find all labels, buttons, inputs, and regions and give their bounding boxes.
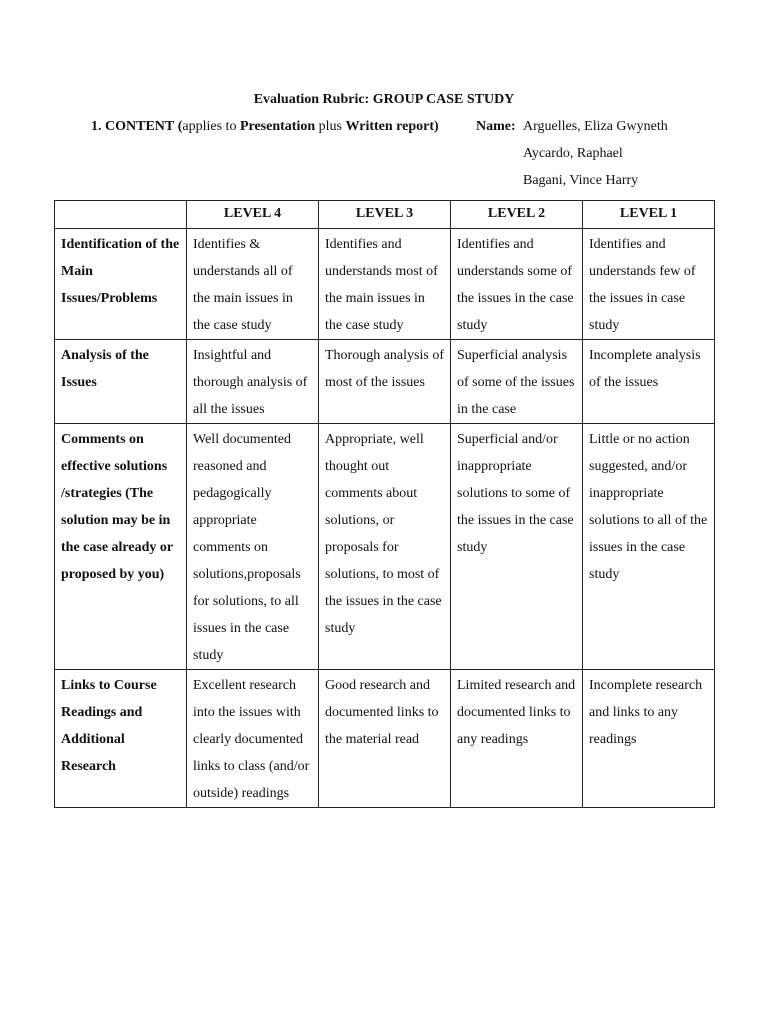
table-cell: Thorough analysis of most of the issues	[319, 340, 451, 424]
table-cell: Good research and documented links to the material read	[319, 670, 451, 808]
section-heading	[91, 119, 439, 135]
applies-to-text: applies to	[182, 119, 237, 134]
table-cell: Superficial analysis of some of the issues in the case	[451, 340, 583, 424]
table-cell: Well documented reasoned and pedagogically appropriate comments on solutions,proposals for solutions, to all issues in the case study	[187, 424, 319, 670]
table-cell: Superficial and/or inappropriate solutions to some of the issues in the case study	[451, 424, 583, 670]
table-header-row	[55, 201, 715, 229]
header-empty-cell	[55, 201, 187, 229]
student-name-3: Bagani, Vince Harry	[523, 173, 639, 188]
table-cell: Limited research and documented links to any readings	[451, 670, 583, 808]
section-number: 1.	[91, 119, 102, 134]
table-row	[55, 424, 715, 670]
table-cell: Appropriate, well thought out comments about solutions, or proposals for solutions, to most of the issues in the case study	[319, 424, 451, 670]
document-title: Evaluation Rubric: GROUP CASE STUDY	[253, 92, 515, 107]
presentation-text: Presentation	[239, 119, 316, 134]
level-4-header: LEVEL 4	[187, 201, 319, 229]
table-cell: Identifies and understands most of the main issues in the case study	[319, 229, 451, 340]
rubric-table	[54, 200, 715, 808]
plus-text: plus	[318, 119, 342, 134]
criterion-cell: Identification of the Main Issues/Problems	[55, 229, 187, 340]
criterion-cell: Links to Course Readings and Additional Research	[55, 670, 187, 808]
table-row	[55, 229, 715, 340]
table-cell: Identifies & understands all of the main issues in the case study	[187, 229, 319, 340]
student-name-1: Arguelles, Eliza Gwyneth	[523, 119, 668, 134]
written-report-text: Written report)	[345, 119, 439, 134]
level-3-header: LEVEL 3	[319, 201, 451, 229]
table-row	[55, 340, 715, 424]
content-label: CONTENT	[105, 119, 175, 134]
table-cell: Incomplete research and links to any readings	[583, 670, 715, 808]
table-row	[55, 670, 715, 808]
level-1-header: LEVEL 1	[583, 201, 715, 229]
criterion-cell: Analysis of the Issues	[55, 340, 187, 424]
table-cell: Identifies and understands few of the issues in case study	[583, 229, 715, 340]
table-cell: Incomplete analysis of the issues	[583, 340, 715, 424]
table-cell: Insightful and thorough analysis of all the issues	[187, 340, 319, 424]
student-name-2: Aycardo, Raphael	[523, 146, 623, 161]
table-cell: Identifies and understands some of the issues in the case study	[451, 229, 583, 340]
level-2-header: LEVEL 2	[451, 201, 583, 229]
table-cell: Excellent research into the issues with clearly documented links to class (and/or outside) readings	[187, 670, 319, 808]
name-label: Name:	[476, 119, 516, 134]
table-cell: Little or no action suggested, and/or inappropriate solutions to all of the issues in the case study	[583, 424, 715, 670]
paren-open: (	[177, 119, 183, 134]
criterion-cell: Comments on effective solutions /strategies (The solution may be in the case already or proposed by you)	[55, 424, 187, 670]
